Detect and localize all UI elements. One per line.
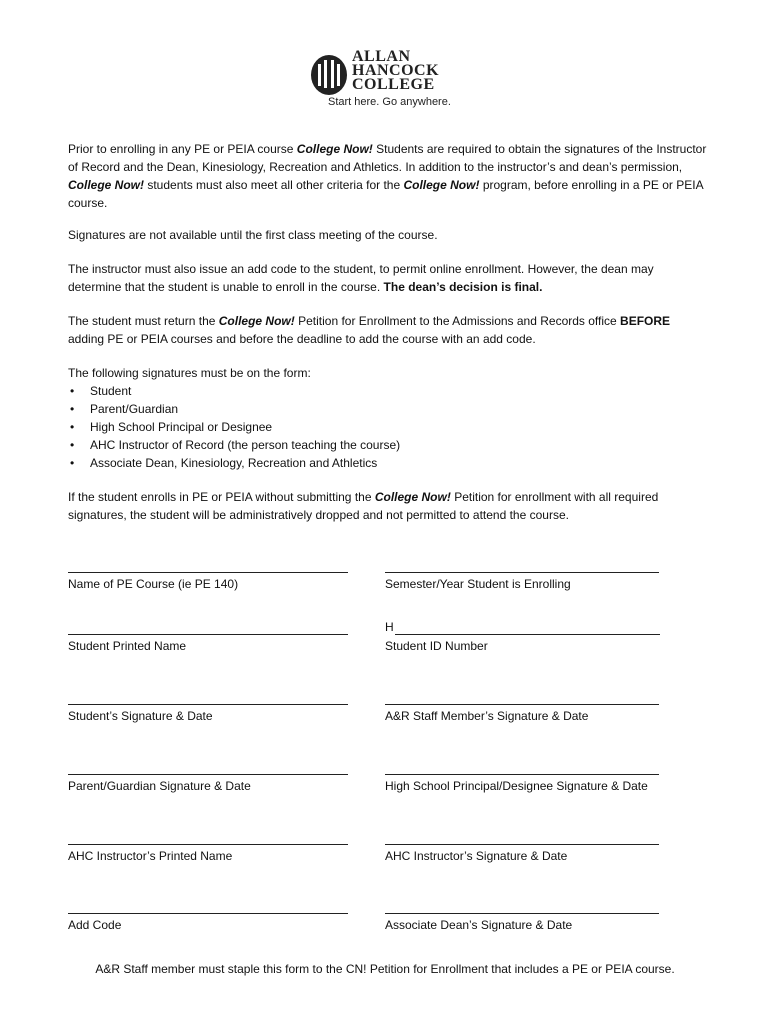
list-item: • Student: [68, 382, 708, 400]
field-label: Parent/Guardian Signature & Date: [68, 779, 251, 793]
logo-line-allan: ALLAN: [352, 48, 411, 65]
signature-line[interactable]: [395, 634, 660, 635]
field-label: Add Code: [68, 918, 122, 932]
college-now-text: College Now!: [374, 490, 451, 504]
field-label: Associate Dean’s Signature & Date: [385, 918, 573, 932]
college-now-text: College Now!: [68, 178, 145, 192]
signature-line[interactable]: [68, 572, 348, 573]
text-run: Petition for enrollment with all required signatures, the student will be administratively dropped and not permitted to attend the course.: [68, 490, 659, 522]
list-item: • Associate Dean, Kinesiology, Recreation and Athletics: [68, 454, 708, 472]
list-heading: The following signatures must be on the form:: [68, 366, 311, 380]
signature-line[interactable]: [385, 572, 659, 573]
signatures-availability-paragraph: [68, 226, 708, 244]
signature-line[interactable]: [68, 844, 348, 845]
text-run: Signatures are not available until the first class meeting of the course.: [68, 228, 438, 242]
signature-line[interactable]: [385, 774, 659, 775]
signature-line[interactable]: [68, 913, 348, 914]
intro-paragraph: [68, 140, 708, 212]
text-run: students must also meet all other criteria for the: [144, 178, 404, 192]
field-label: Student’s Signature & Date: [68, 709, 213, 723]
field-label: Semester/Year Student is Enrolling: [385, 577, 571, 591]
before-text: BEFORE: [620, 314, 671, 328]
text-run: adding PE or PEIA courses and before the deadline to add the course with an add code.: [68, 332, 536, 346]
college-now-text: College Now!: [218, 314, 295, 328]
field-label: Student Printed Name: [68, 639, 187, 653]
text-run: The instructor must also issue an add code to the student, to permit online enrollment. However, the dean may determine that the student is unable to enroll in the course.: [68, 262, 654, 294]
college-logo-icon: [310, 54, 348, 96]
signature-line[interactable]: [68, 704, 348, 705]
college-now-text: College Now!: [296, 142, 373, 156]
field-label: AHC Instructor’s Printed Name: [68, 849, 233, 863]
college-now-text: College Now!: [403, 178, 480, 192]
signature-line[interactable]: [68, 774, 348, 775]
text-run: The student must return the: [68, 314, 219, 328]
field-label: AHC Instructor’s Signature & Date: [385, 849, 568, 863]
field-label: Student ID Number: [385, 639, 488, 653]
text-run: Prior to enrolling in any PE or PEIA course: [68, 142, 297, 156]
dean-decision-text: The dean’s decision is final.: [383, 280, 543, 294]
college-logo: [310, 50, 465, 112]
field-label: A&R Staff Member’s Signature & Date: [385, 709, 589, 723]
college-name: [352, 50, 439, 92]
field-label: Name of PE Course (ie PE 140): [68, 577, 239, 591]
signature-line[interactable]: [385, 704, 659, 705]
text-run: Petition for Enrollment to the Admissions and Records office: [294, 314, 621, 328]
signature-line[interactable]: [385, 913, 659, 914]
staple-instruction: A&R Staff member must staple this form to the CN! Petition for Enrollment that includes a PE or PEIA course.: [95, 962, 675, 976]
text-run: Students are required to obtain the signatures of the Instructor of Record and the Dean, Kinesiology, Recreation and Athletics. In addition to the instructor’s and dean’s permission,: [68, 142, 707, 174]
signature-line[interactable]: [68, 634, 348, 635]
text-run: If the student enrolls in PE or PEIA without submitting the: [68, 490, 375, 504]
return-petition-paragraph: [68, 312, 708, 348]
field-label: High School Principal/Designee Signature & Date: [385, 779, 648, 793]
logo-line-college: COLLEGE: [352, 76, 435, 93]
drop-warning-paragraph: [68, 488, 708, 524]
text-run: program, before enrolling in a PE or PEIA course.: [68, 178, 703, 210]
logo-tagline: Start here. Go anywhere.: [328, 96, 451, 108]
logo-line-hancock: HANCOCK: [352, 62, 440, 79]
student-id-prefix: H: [385, 620, 394, 634]
required-signatures-list: [68, 364, 708, 472]
list-item: • Parent/Guardian: [68, 400, 708, 418]
add-code-paragraph: [68, 260, 708, 296]
list-item: • High School Principal or Designee: [68, 418, 708, 436]
list-item: • AHC Instructor of Record (the person teaching the course): [68, 436, 708, 454]
signature-line[interactable]: [385, 844, 659, 845]
